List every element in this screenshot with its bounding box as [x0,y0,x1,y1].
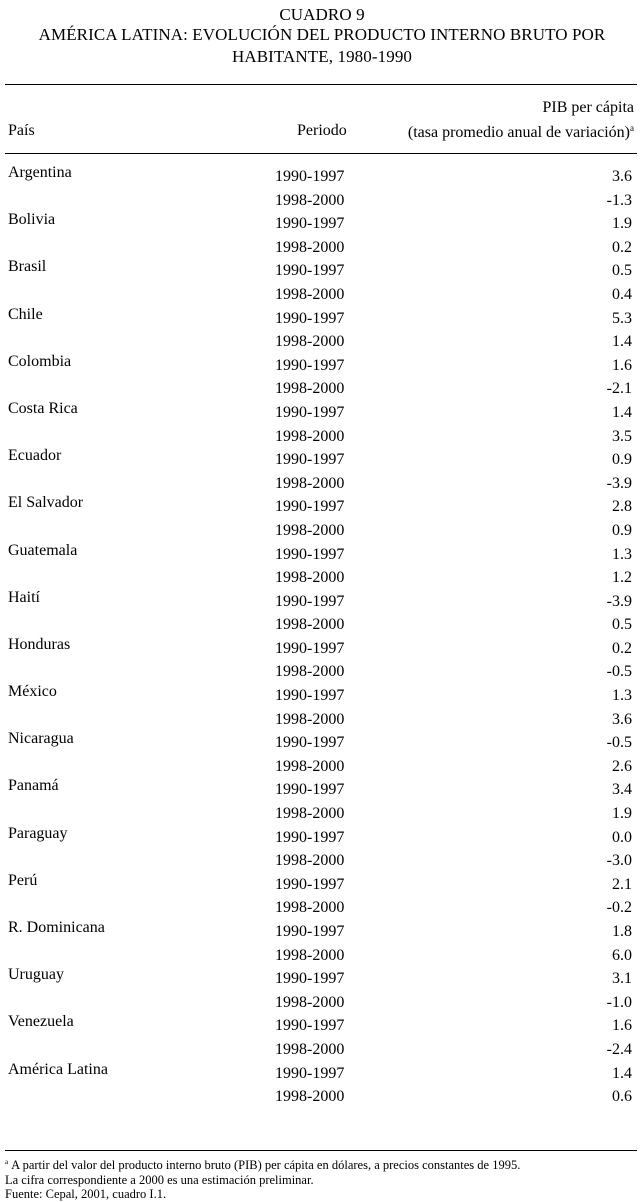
cell-period: 1998-2000 [275,521,345,539]
table-row [0,399,644,423]
cell-period: 1990-1997 [275,215,345,233]
table-notes [5,1155,637,1202]
table-row [0,541,644,565]
cell-period: 1998-2000 [275,285,345,303]
cell-value: 0.0 [612,828,632,846]
cell-value: -1.3 [606,191,632,209]
cell-country: Venezuela [8,1013,74,1031]
table-row [0,776,644,800]
cell-value: 0.5 [612,616,632,634]
cell-country: Honduras [8,635,71,653]
cell-country: Nicaragua [8,730,74,748]
cell-country: Uruguay [8,966,64,984]
cell-country: Ecuador [8,447,62,465]
table-row [0,800,644,824]
cell-country: Colombia [8,352,72,370]
cell-value: -0.2 [606,899,632,917]
table-title: AMÉRICA LATINA: EVOLUCIÓN DEL PRODUCTO INTERNO BRUTO POR [38,25,606,44]
estimate-note: La cifra correspondiente a 2000 es una estimación preliminar. [5,1172,314,1187]
column-header-value [408,98,634,143]
cell-value: 0.6 [612,1088,632,1106]
cell-period: 1998-2000 [275,805,345,823]
cell-value: -1.0 [606,993,632,1011]
table-row [0,824,644,848]
table-row [0,1060,644,1084]
cell-value: 1.3 [612,545,632,563]
cell-period: 1990-1997 [275,309,345,327]
footnote-mark: a [5,1158,9,1166]
cell-value: 2.1 [612,875,632,893]
cell-country: Perú [8,871,38,889]
cell-period: 1998-2000 [275,238,345,256]
cell-period: 1998-2000 [275,427,345,445]
table-title-continued: HABITANTE, 1980-1990 [231,47,413,66]
cell-period: 1990-1997 [275,592,345,610]
cell-value: 1.6 [612,1017,632,1035]
header-rule [5,153,637,154]
cell-value: 1.9 [612,215,632,233]
column-header-value-label: (tasa promedio anual de variación) [407,124,630,141]
cell-period: 1998-2000 [275,1040,345,1058]
table-row [0,470,644,494]
table-row [0,847,644,871]
cell-value: -3.9 [606,474,632,492]
cell-period: 1998-2000 [275,333,345,351]
table-row [0,918,644,942]
cell-period: 1990-1997 [275,356,345,374]
table-row [0,375,644,399]
cell-value: 1.4 [612,333,632,351]
source-note: Fuente: Cepal, 2001, cuadro I.1. [5,1187,167,1201]
table-row [0,1036,644,1060]
cell-country: Bolivia [8,211,56,229]
cell-country: Paraguay [8,824,68,842]
table-row [0,234,644,258]
cell-period: 1998-2000 [275,899,345,917]
cell-period: 1998-2000 [275,474,345,492]
cell-value: -0.5 [606,663,632,681]
cell-period: 1998-2000 [275,569,345,587]
cell-value: 0.5 [612,262,632,280]
cell-period: 1998-2000 [275,946,345,964]
cell-period: 1990-1997 [275,498,345,516]
top-rule [5,84,637,85]
cell-period: 1998-2000 [275,616,345,634]
table-number: CUADRO 9 [279,5,365,24]
cell-period: 1990-1997 [275,1064,345,1082]
cell-value: 0.2 [612,639,632,657]
cell-value: 1.4 [612,403,632,421]
cell-country: Argentina [8,164,72,181]
cell-period: 1990-1997 [275,734,345,752]
cell-country: Panamá [8,777,59,795]
cell-value: 1.8 [612,923,632,940]
cell-value: -3.0 [606,852,632,870]
cell-period: 1990-1997 [275,923,345,940]
cell-country: Chile [8,305,43,323]
table-row [0,446,644,470]
cell-value: 3.6 [612,168,632,185]
cell-period: 1990-1997 [275,781,345,799]
cell-value: 1.3 [612,687,632,705]
cell-period: 1990-1997 [275,262,345,280]
cell-country: El Salvador [8,494,84,512]
table-row [0,635,644,659]
cell-period: 1990-1997 [275,1017,345,1035]
column-header-value-line1: PIB per cápita [542,99,634,116]
table-row [0,1083,644,1107]
table-row [0,753,644,777]
table-row [0,942,644,966]
cell-period: 1990-1997 [275,828,345,846]
cell-value: -0.5 [606,734,632,752]
cell-country: Brasil [8,258,47,276]
cell-country: Guatemala [8,541,78,559]
table-row [0,305,644,329]
cell-period: 1990-1997 [275,970,345,988]
cell-period: 1998-2000 [275,191,345,209]
cell-period: 1998-2000 [275,380,345,398]
cell-period: 1990-1997 [275,545,345,563]
cell-period: 1990-1997 [275,403,345,421]
table-row [0,493,644,517]
table-body [0,163,644,1107]
cell-value: 0.2 [612,238,632,256]
footnote [5,1155,637,1173]
cell-value: -3.9 [606,592,632,610]
cell-value: 3.5 [612,427,632,445]
cell-period: 1998-2000 [275,757,345,775]
table-row [0,187,644,211]
cell-value: 1.4 [612,1064,632,1082]
cell-value: 1.2 [612,569,632,587]
table-row [0,894,644,918]
table-row [0,588,644,612]
table-row [0,423,644,447]
cell-value: 2.8 [612,498,632,516]
table-row [0,163,644,187]
cell-value: -2.1 [606,380,632,398]
cell-value: 3.4 [612,781,632,799]
bottom-rule [5,1150,637,1151]
table-row [0,989,644,1013]
cell-country: América Latina [8,1060,108,1078]
cell-value: 0.4 [612,285,632,303]
cell-period: 1990-1997 [275,451,345,469]
cell-period: 1990-1997 [275,639,345,657]
cell-country: R. Dominicana [8,919,105,936]
cell-value: 5.3 [612,309,632,327]
table-row [0,564,644,588]
cell-value: 6.0 [612,946,632,964]
cell-period: 1990-1997 [275,168,345,185]
cell-period: 1998-2000 [275,852,345,870]
table-row [0,965,644,989]
cell-country: México [8,683,57,701]
table-row [0,328,644,352]
footnote-marker: a [630,123,634,133]
column-header-value-line2 [408,118,634,143]
table-row [0,1012,644,1036]
table-row [0,658,644,682]
cell-period: 1998-2000 [275,993,345,1011]
table-row [0,210,644,234]
cell-period: 1998-2000 [275,1088,345,1106]
table-row [0,871,644,895]
cell-period: 1990-1997 [275,687,345,705]
table-row [0,706,644,730]
table-row [0,352,644,376]
cell-period: 1998-2000 [275,710,345,728]
cell-value: -2.4 [606,1040,632,1058]
table-row [0,729,644,753]
table-row [0,517,644,541]
column-header-period: Periodo [297,122,347,139]
table-row [0,257,644,281]
table-row [0,281,644,305]
cell-value: 1.9 [612,805,632,823]
cell-value: 0.9 [612,521,632,539]
footnote-text: A partir del valor del producto interno bruto (PIB) per cápita en dólares, a precios constantes de 1995. [11,1158,521,1172]
table-row [0,682,644,706]
cell-period: 1998-2000 [275,663,345,681]
cell-country: Costa Rica [8,399,78,417]
cell-value: 3.1 [612,970,632,988]
column-header-country: País [8,122,35,139]
cell-country: Haití [8,588,40,606]
cell-period: 1990-1997 [275,875,345,893]
cell-value: 2.6 [612,757,632,775]
cell-value: 0.9 [612,451,632,469]
cell-value: 1.6 [612,356,632,374]
table-row [0,611,644,635]
cell-value: 3.6 [612,710,632,728]
